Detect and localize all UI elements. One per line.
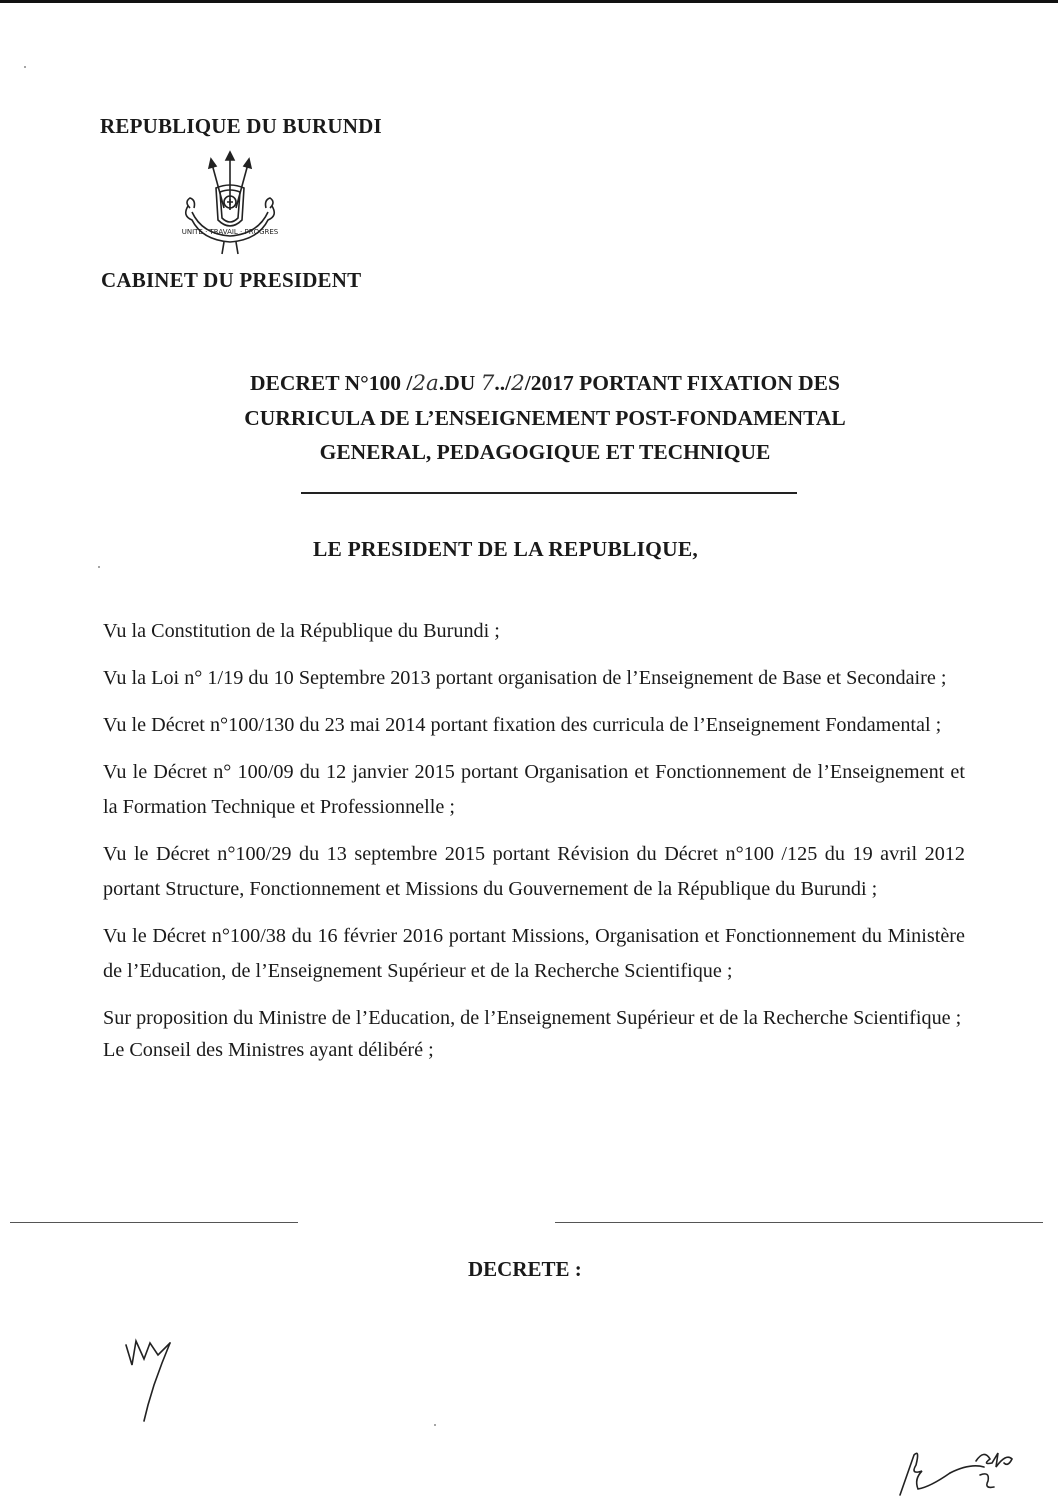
scan-speck: [24, 66, 26, 68]
scan-edge-line: [0, 0, 1058, 3]
coat-of-arms-icon: [178, 150, 282, 268]
handwritten-initials-icon: [118, 1335, 188, 1425]
scan-speck: [98, 566, 100, 568]
authority-heading: LE PRESIDENT DE LA REPUBLIQUE,: [313, 537, 698, 561]
cabinet-heading: CABINET DU PRESIDENT: [101, 268, 362, 292]
handwritten-signature-icon: [880, 1445, 1040, 1497]
separator-line-right: [555, 1222, 1043, 1223]
considerant-item: Vu la Constitution de la République du Burundi ;: [103, 620, 500, 642]
decree-date-separator: ../: [494, 371, 512, 395]
decree-day-handwritten: 7: [480, 371, 495, 396]
decree-title: [140, 366, 950, 469]
svg-text:UNITE · TRAVAIL · PROGRES: UNITE · TRAVAIL · PROGRES: [181, 228, 279, 236]
considerant-item: Vu le Décret n° 100/09 du 12 janvier 2015 portant Organisation et Fonctionnement de l’Enseignement et la Formation Technique et Professionnelle ;: [103, 761, 965, 818]
scan-speck: [434, 1424, 436, 1426]
decree-number-prefix: DECRET N°100 /: [250, 371, 413, 395]
decree-title-line-1: [140, 366, 950, 401]
considerants-list: [103, 614, 965, 1076]
decree-number-handwritten: 2a: [412, 371, 439, 396]
separator-line-left: [10, 1222, 298, 1223]
decree-month-handwritten: 2: [511, 371, 525, 396]
decree-title-line-1-rest: PORTANT FIXATION DES: [573, 371, 840, 395]
decree-title-line-2: CURRICULA DE L’ENSEIGNEMENT POST-FONDAMENTAL: [244, 406, 846, 430]
decree-title-line-3: GENERAL, PEDAGOGIQUE ET TECHNIQUE: [319, 440, 771, 464]
decree-du: .DU: [438, 371, 481, 395]
considerant-item: Sur proposition du Ministre de l’Education, de l’Enseignement Supérieur et de la Recherche Scientifique ;: [103, 1007, 962, 1029]
considerant-item: Vu le Décret n°100/130 du 23 mai 2014 portant fixation des curricula de l’Enseignement Fondamental ;: [103, 714, 942, 736]
considerant-item: Vu la Loi n° 1/19 du 10 Septembre 2013 portant organisation de l’Enseignement de Base et Secondaire ;: [103, 667, 947, 689]
considerant-item: Vu le Décret n°100/29 du 13 septembre 2015 portant Révision du Décret n°100 /125 du 19 avril 2012 portant Structure, Fonctionnement et Missions du Gouvernement de la République du Burundi ;: [103, 843, 965, 900]
enacting-heading: DECRETE :: [468, 1257, 582, 1281]
country-heading: REPUBLIQUE DU BURUNDI: [100, 114, 382, 138]
decree-year: /2017: [524, 371, 574, 395]
title-underline-divider: [301, 492, 797, 494]
considerant-item: Vu le Décret n°100/38 du 16 février 2016 portant Missions, Organisation et Fonctionnement du Ministère de l’Education, de l’Enseignement Supérieur et de la Recherche Scientifique ;: [103, 925, 965, 982]
considerant-item: Le Conseil des Ministres ayant délibéré ;: [103, 1039, 434, 1061]
